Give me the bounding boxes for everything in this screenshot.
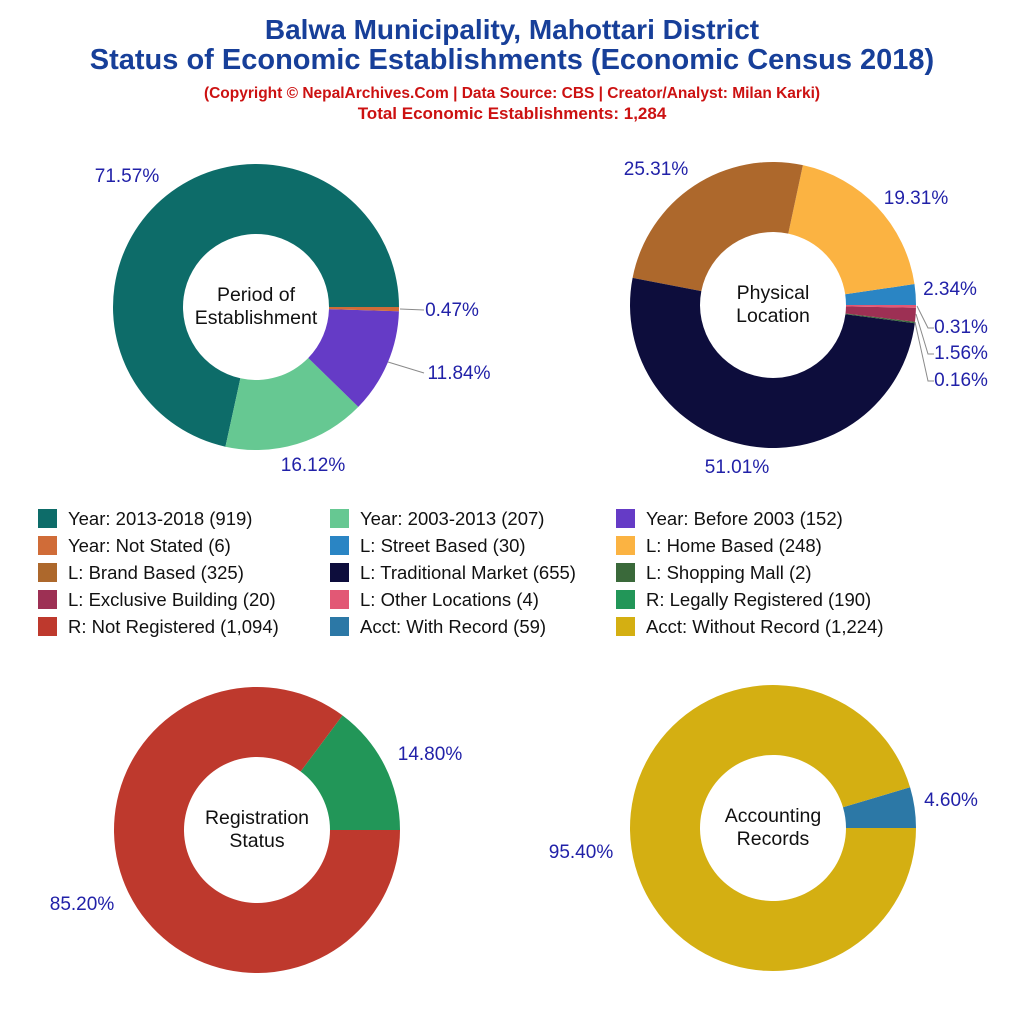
leader-line bbox=[400, 309, 424, 310]
pct-label: 25.31% bbox=[623, 159, 689, 180]
pie-slice bbox=[788, 165, 914, 294]
legend-label: Year: 2013-2018 (919) bbox=[68, 507, 253, 529]
page-title: Balwa Municipality, Mahottari District bbox=[264, 14, 760, 45]
legend-label: Year: Before 2003 (152) bbox=[646, 507, 843, 529]
pct-label: 2.34% bbox=[923, 279, 977, 300]
pct-label: 16.12% bbox=[280, 455, 346, 476]
pct-label: 19.31% bbox=[883, 188, 949, 209]
legend-item bbox=[330, 616, 616, 638]
legend-item bbox=[38, 589, 330, 611]
legend-item bbox=[616, 535, 988, 557]
legend-item bbox=[616, 562, 988, 584]
legend-swatch bbox=[616, 590, 635, 609]
legend-label: L: Shopping Mall (2) bbox=[646, 561, 812, 583]
legend-swatch bbox=[330, 617, 349, 636]
legend-label: L: Brand Based (325) bbox=[68, 561, 244, 583]
legend-swatch bbox=[616, 563, 635, 582]
donut-center-label bbox=[205, 807, 309, 853]
pct-label: 71.57% bbox=[94, 166, 160, 187]
legend-swatch bbox=[38, 617, 57, 636]
donut-center-label-line: Physical bbox=[736, 282, 810, 304]
legend-label: Year: Not Stated (6) bbox=[68, 534, 231, 556]
legend-item bbox=[616, 616, 988, 638]
donut-center-label bbox=[725, 805, 821, 851]
donut-center-label bbox=[195, 284, 317, 330]
legend-item bbox=[38, 616, 330, 638]
legend-swatch bbox=[330, 509, 349, 528]
donut-center-label-line: Status bbox=[229, 830, 285, 852]
legend-item bbox=[330, 535, 616, 557]
legend-swatch bbox=[616, 509, 635, 528]
pct-label: 85.20% bbox=[49, 894, 115, 915]
legend-swatch bbox=[330, 590, 349, 609]
legend-label: L: Home Based (248) bbox=[646, 534, 822, 556]
donut-center-label bbox=[736, 282, 810, 328]
legend bbox=[38, 505, 988, 640]
pct-label: 0.47% bbox=[425, 300, 479, 321]
donut-center-label-line: Period of bbox=[216, 284, 296, 306]
legend-item bbox=[38, 508, 330, 530]
legend-swatch bbox=[38, 563, 57, 582]
donut-center-label-line: Location bbox=[736, 305, 810, 327]
legend-label: R: Not Registered (1,094) bbox=[68, 615, 279, 637]
leader-line bbox=[388, 362, 424, 373]
leader-line bbox=[915, 322, 934, 381]
legend-label: L: Traditional Market (655) bbox=[360, 561, 576, 583]
donut-center-label-line: Establishment bbox=[194, 307, 318, 329]
legend-swatch bbox=[330, 536, 349, 555]
donut-center-label-line: Registration bbox=[204, 807, 310, 829]
legend-item bbox=[616, 589, 988, 611]
legend-swatch bbox=[38, 536, 57, 555]
pct-label: 11.84% bbox=[427, 363, 491, 384]
legend-item bbox=[330, 508, 616, 530]
legend-label: Acct: With Record (59) bbox=[360, 615, 547, 637]
legend-item bbox=[330, 562, 616, 584]
legend-swatch bbox=[38, 509, 57, 528]
legend-item bbox=[330, 589, 616, 611]
pct-label: 51.01% bbox=[704, 457, 770, 478]
donut-center-label-line: Accounting bbox=[724, 805, 822, 827]
donut-center-label-line: Records bbox=[736, 828, 810, 850]
pct-label: 4.60% bbox=[924, 790, 978, 811]
legend-item bbox=[38, 562, 330, 584]
legend-swatch bbox=[38, 590, 57, 609]
legend-label: Acct: Without Record (1,224) bbox=[646, 615, 884, 637]
legend-label: Year: 2003-2013 (207) bbox=[360, 507, 545, 529]
legend-item bbox=[38, 535, 330, 557]
pct-label: 14.80% bbox=[397, 744, 463, 765]
pct-label: 1.56% bbox=[934, 343, 988, 364]
leader-line bbox=[916, 314, 934, 354]
legend-item bbox=[616, 508, 988, 530]
legend-label: L: Exclusive Building (20) bbox=[68, 588, 276, 610]
legend-swatch bbox=[330, 563, 349, 582]
pct-label: 95.40% bbox=[548, 842, 614, 863]
legend-label: R: Legally Registered (190) bbox=[646, 588, 872, 610]
pct-label: 0.31% bbox=[934, 317, 988, 338]
pie-slice bbox=[633, 162, 803, 291]
pct-label: 0.16% bbox=[934, 370, 988, 391]
page-subtitle: Status of Economic Establishments (Economic Census 2018) bbox=[89, 44, 935, 76]
legend-label: L: Street Based (30) bbox=[360, 534, 526, 556]
legend-label: L: Other Locations (4) bbox=[360, 588, 539, 610]
total-establishments-line: Total Economic Establishments: 1,284 bbox=[357, 104, 667, 123]
legend-swatch bbox=[616, 617, 635, 636]
copyright-line: (Copyright © NepalArchives.Com | Data Source: CBS | Creator/Analyst: Milan Karki) bbox=[203, 85, 821, 102]
legend-swatch bbox=[616, 536, 635, 555]
